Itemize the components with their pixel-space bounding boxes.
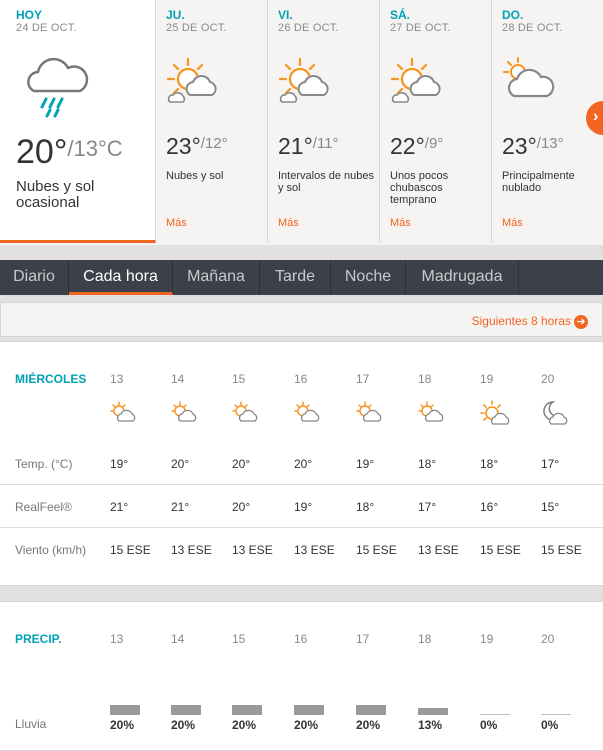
day-temperature	[390, 133, 443, 160]
low-temp: /13°C	[67, 136, 123, 161]
rain-percentage: 0%	[480, 718, 498, 732]
precip-hour-label: 19	[480, 632, 494, 646]
realfeel-value: 16°	[480, 500, 499, 514]
day-date: 24 DE OCT.	[16, 22, 77, 34]
temp-row-label: Temp. (°C)	[15, 457, 73, 471]
wind-value: 13 ESE	[418, 543, 459, 557]
realfeel-value: 21°	[171, 500, 190, 514]
day-description: Nubes y sol ocasional	[16, 178, 95, 211]
rain-percentage: 20%	[171, 718, 196, 732]
realfeel-value: 17°	[418, 500, 437, 514]
rain-bar	[294, 705, 324, 715]
wind-value: 15 ESE	[110, 543, 151, 557]
hour-label: 20	[541, 372, 555, 386]
day-description: Intervalos de nubes y sol	[278, 170, 375, 194]
rain-bar	[480, 714, 510, 715]
sun-cloud-icon	[480, 400, 510, 431]
partly-sunny-icon	[171, 400, 199, 429]
tab-tarde[interactable]: Tarde	[260, 260, 331, 295]
hour-label: 13	[110, 372, 124, 386]
rain-bar	[356, 705, 386, 715]
partly-sunny-icon	[110, 400, 138, 429]
high-temp: 23°	[166, 133, 201, 159]
precip-hour-label: 15	[232, 632, 246, 646]
precip-label: PRECIP.	[15, 632, 62, 646]
temp-value: 18°	[418, 457, 437, 471]
rain-percentage: 20%	[110, 718, 135, 732]
day-description: Nubes y sol	[166, 170, 224, 182]
rain-bar	[232, 705, 262, 715]
rain-bar	[110, 705, 140, 715]
low-temp: /13°	[536, 135, 564, 152]
precip-hour-label: 20	[541, 632, 555, 646]
day-name: VI.	[278, 8, 293, 22]
temp-value: 20°	[294, 457, 313, 471]
wind-value: 13 ESE	[171, 543, 212, 557]
rain-cloud-icon	[20, 55, 90, 121]
rain-bar	[541, 714, 571, 715]
day-date: 28 DE OCT.	[502, 22, 563, 34]
arrow-right-icon: ➜	[574, 315, 588, 329]
hour-label: 19	[480, 372, 494, 386]
rain-percentage: 0%	[541, 718, 559, 732]
chevron-right-icon: ›	[593, 108, 599, 125]
low-temp: /9°	[424, 135, 444, 152]
day-date: 26 DE OCT.	[278, 22, 339, 34]
precip-hour-label: 13	[110, 632, 124, 646]
period-tabs	[0, 260, 603, 295]
day-temperature	[166, 133, 228, 160]
day-description: Unos pocos chubascos temprano	[390, 170, 449, 206]
temp-value: 20°	[171, 457, 190, 471]
rain-percentage: 20%	[356, 718, 381, 732]
realfeel-value: 20°	[232, 500, 251, 514]
realfeel-value: 19°	[294, 500, 313, 514]
wind-value: 13 ESE	[294, 543, 335, 557]
temp-value: 19°	[356, 457, 375, 471]
precip-hour-label: 18	[418, 632, 432, 646]
precip-hour-label: 17	[356, 632, 370, 646]
precip-hour-label: 16	[294, 632, 308, 646]
day-date: 27 DE OCT.	[390, 22, 451, 34]
realfeel-value: 15°	[541, 500, 560, 514]
high-temp: 21°	[278, 133, 313, 159]
next-8-hours-link[interactable]	[472, 314, 588, 329]
high-temp: 20°	[16, 133, 68, 171]
realfeel-value: 18°	[356, 500, 375, 514]
day-card-sa[interactable]	[380, 0, 492, 243]
low-temp: /12°	[200, 135, 228, 152]
daily-forecast-strip	[0, 0, 603, 245]
day-date: 25 DE OCT.	[166, 22, 227, 34]
tab-cada-hora[interactable]: Cada hora	[69, 260, 173, 295]
high-temp: 22°	[390, 133, 425, 159]
tab-noche[interactable]: Noche	[331, 260, 406, 295]
more-link[interactable]: Más	[166, 217, 187, 229]
precip-panel	[0, 601, 603, 751]
day-temperature	[16, 133, 123, 172]
day-name: DO.	[502, 8, 524, 22]
day-card-today[interactable]	[0, 0, 156, 243]
more-link[interactable]: Más	[502, 217, 523, 229]
rain-row-label: Lluvia	[15, 717, 47, 731]
rain-percentage: 20%	[294, 718, 319, 732]
temp-value: 19°	[110, 457, 129, 471]
day-name: SÁ.	[390, 8, 411, 22]
hourly-panel	[0, 341, 603, 586]
divider	[0, 527, 603, 528]
hour-label: 14	[171, 372, 185, 386]
day-temperature	[502, 133, 564, 160]
high-temp: 23°	[502, 133, 537, 159]
day-description: Principalmente nublado	[502, 170, 575, 194]
moon-cloud-icon	[541, 400, 569, 431]
partly-sunny-icon	[356, 400, 384, 429]
realfeel-row-label: RealFeel®	[15, 500, 72, 514]
temp-value: 17°	[541, 457, 560, 471]
hour-label: 18	[418, 372, 432, 386]
wind-value: 15 ESE	[541, 543, 582, 557]
rain-bar	[418, 708, 448, 715]
hours-nav-bar	[0, 302, 603, 337]
day-name: HOY	[16, 8, 43, 22]
tab-diario[interactable]: Diario	[0, 260, 69, 295]
partly-sunny-icon	[232, 400, 260, 429]
rain-percentage: 13%	[418, 718, 443, 732]
precip-hour-label: 14	[171, 632, 185, 646]
tab-manana[interactable]: Mañana	[173, 260, 260, 295]
temp-value: 18°	[480, 457, 499, 471]
day-card-ju[interactable]	[156, 0, 268, 243]
low-temp: /11°	[312, 135, 339, 152]
day-name: JU.	[166, 8, 185, 22]
rain-percentage: 20%	[232, 718, 257, 732]
mostly-cloudy-icon	[500, 52, 556, 104]
partly-sunny-icon	[418, 400, 446, 429]
partly-sunny-icon	[294, 400, 322, 429]
more-link[interactable]: Más	[390, 217, 411, 229]
hour-label: 15	[232, 372, 246, 386]
temp-value: 20°	[232, 457, 251, 471]
day-label: MIÉRCOLES	[15, 372, 87, 386]
more-link[interactable]: Más	[278, 217, 299, 229]
tab-madrugada[interactable]: Madrugada	[406, 260, 519, 295]
hour-label: 16	[294, 372, 308, 386]
wind-value: 15 ESE	[356, 543, 397, 557]
sun-cloud-icon	[164, 55, 220, 107]
divider	[0, 484, 603, 485]
hour-label: 17	[356, 372, 370, 386]
day-card-vi[interactable]	[268, 0, 380, 243]
realfeel-value: 21°	[110, 500, 129, 514]
next-8-hours-label: Siguientes 8 horas	[471, 314, 571, 328]
rain-bar	[171, 705, 201, 715]
sun-cloud-icon	[276, 55, 332, 107]
wind-value: 15 ESE	[480, 543, 521, 557]
wind-value: 13 ESE	[232, 543, 273, 557]
day-temperature	[278, 133, 339, 160]
sun-cloud-icon	[388, 55, 444, 107]
wind-row-label: Viento (km/h)	[15, 543, 87, 557]
